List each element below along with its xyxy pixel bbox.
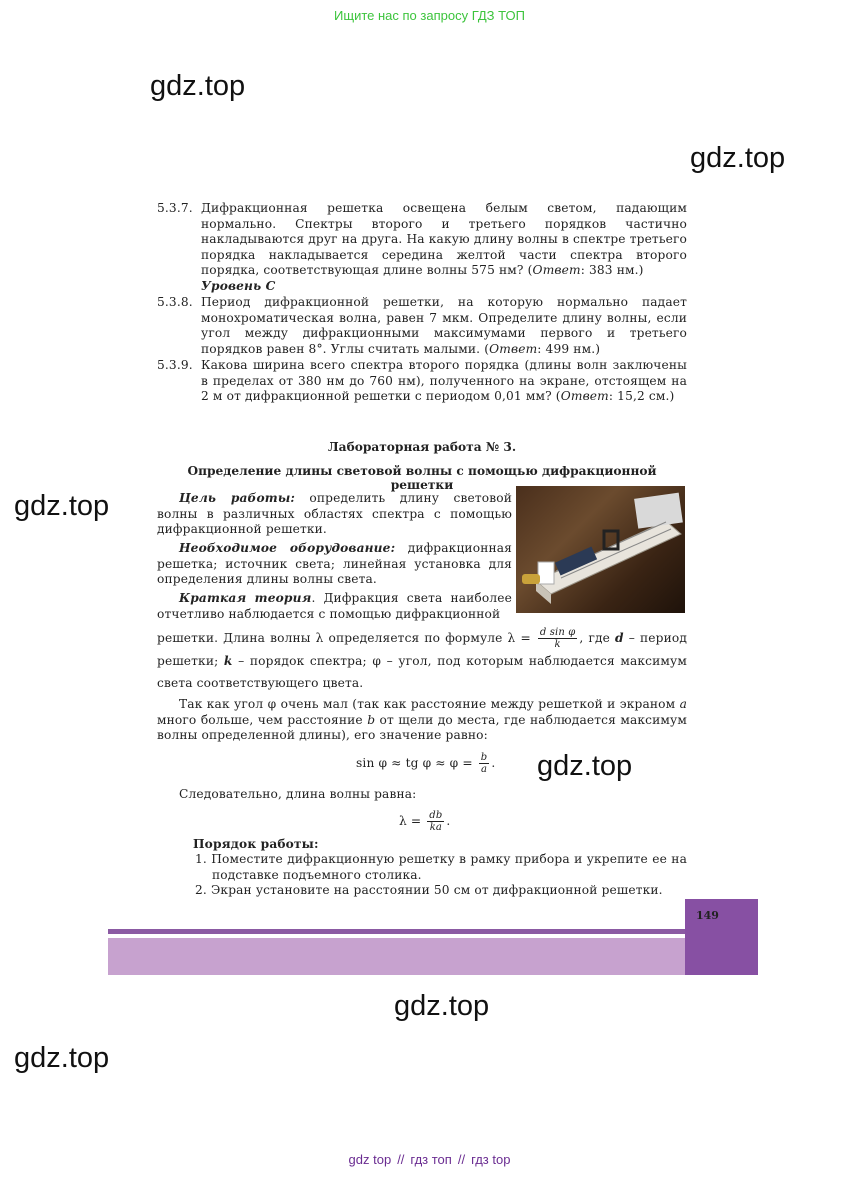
procedure-list <box>195 852 687 899</box>
equipment-text: дифракционная решетка; источник света; линейная установка для определения длины волны света. <box>157 541 512 587</box>
theory-line: , где <box>579 631 616 645</box>
theory-line: – период решетки; <box>157 631 688 668</box>
link-gdz-top-mixed[interactable]: гдз top <box>471 1152 511 1167</box>
fraction-denominator: ka <box>429 822 443 833</box>
watermark: gdz.top <box>14 490 110 522</box>
watermark: gdz.top <box>537 750 633 782</box>
problem-text: Какова ширина всего спектра второго порядка (длины волн заключены в пределах от 380 нм до 760 нм), полученного на экране, отстоящем на 2 м от дифракционной решетки с периодом 0,01 мм? ( <box>201 358 687 404</box>
theory-line: решетки. Длина волны λ определяется по формуле λ = <box>157 631 536 645</box>
link-gdz-top-ru[interactable]: гдз топ <box>410 1152 452 1167</box>
lab-title: Лабораторная работа № 3. <box>327 440 517 454</box>
formula-text: λ = <box>399 814 426 828</box>
page-number: 149 <box>696 909 719 922</box>
watermark: gdz.top <box>394 990 490 1022</box>
formula-small-angle <box>356 752 495 775</box>
problem-text: Период дифракционной решетки, на которую нормально падает монохроматическая волна, равен 7 мкм. Определите длину волны, если угол между дифракционными максимумами первого и третьего порядков равен 8°. Углы считать малыми. ( <box>201 295 687 356</box>
watermark: gdz.top <box>690 142 786 174</box>
goal-paragraph <box>157 491 512 538</box>
fraction-numerator: b <box>480 752 488 763</box>
link-gdz-top[interactable]: gdz top <box>348 1152 392 1167</box>
fraction-denominator: k <box>554 639 561 650</box>
answer-label: Ответ <box>560 389 609 404</box>
theory-formula-paragraph <box>157 627 687 694</box>
conclusion-text: Следовательно, длина волны равна: <box>179 787 417 801</box>
procedure-step: 1. Поместите дифракционную решетку в рамку прибора и укрепите ее на подставке подъемного столика. <box>195 852 687 882</box>
problem-text: Дифракционная решетка освещена белым светом, падающим нормально. Спектры второго и третьего порядков частично накладываются друг на друга. На какую длину волны в спектре третьего порядка накладывается середина желтой части спектра второго порядка, соответствующая длине волны 575 нм? ( <box>201 201 687 278</box>
approx-text: много больше, чем расстояние <box>157 712 368 727</box>
formula-text: . <box>491 756 496 770</box>
fraction-numerator: d sin φ <box>539 627 576 638</box>
variable-b: b <box>367 712 376 727</box>
problem-5-3-7 <box>157 201 687 279</box>
problem-5-3-8 <box>157 295 687 357</box>
watermark: gdz.top <box>150 70 246 102</box>
theory-label: Краткая теория <box>179 591 312 605</box>
fraction-d-sin-phi-over-k <box>538 627 578 650</box>
answer-value: : 383 нм.) <box>580 263 644 278</box>
search-banner[interactable]: Ищите нас по запросу ГДЗ ТОП <box>334 8 525 23</box>
variable-d: d <box>615 631 624 645</box>
approximation-paragraph <box>157 697 687 744</box>
apparatus-photo <box>516 486 685 613</box>
theory-text: . Дифракция света наиболее отчетливо наблюдается с помощью дифракционной <box>157 591 512 621</box>
variable-a: a <box>679 697 687 711</box>
procedure-step: 2. Экран установите на расстоянии 50 см от дифракционной решетки. <box>195 883 663 898</box>
apparatus-illustration <box>516 486 685 613</box>
equipment-label: Необходимое оборудование: <box>179 541 396 555</box>
answer-value: : 499 нм.) <box>537 341 601 356</box>
lab-subtitle: Определение длины световой волны с помощью дифракционной решетки <box>187 464 657 492</box>
answer-value: : 15,2 см.) <box>608 389 675 404</box>
procedure-heading: Порядок работы: <box>193 837 319 851</box>
goal-label: Цель работы: <box>179 491 296 505</box>
fraction-numerator: db <box>429 810 443 821</box>
fraction-denominator: a <box>481 764 488 775</box>
link-separator: // <box>457 1152 466 1167</box>
problem-number: 5.3.7. <box>157 201 193 215</box>
variable-k: k <box>223 654 233 668</box>
watermark: gdz.top <box>14 1042 110 1074</box>
problem-number: 5.3.9. <box>157 358 193 372</box>
answer-label: Ответ <box>489 341 538 356</box>
approx-text: от щели до места, где наблюдается максимум волны определенной длины), его значение равно: <box>157 712 687 743</box>
formula-text: . <box>446 814 451 828</box>
goal-text: определить длину световой волны в различных областях спектра с помощью дифракционной решетки. <box>157 491 512 537</box>
problem-number: 5.3.8. <box>157 295 193 309</box>
formula-text: sin φ ≈ tg φ ≈ φ = <box>356 756 477 770</box>
fraction-b-over-a <box>479 752 490 775</box>
formula-wavelength <box>399 810 450 833</box>
equipment-paragraph <box>157 541 512 588</box>
problem-5-3-9 <box>157 358 687 405</box>
link-separator: // <box>397 1152 405 1167</box>
footer-stripe <box>108 929 685 934</box>
bottom-links <box>0 1152 859 1167</box>
footer-band <box>108 938 685 975</box>
theory-paragraph <box>157 591 512 622</box>
level-heading: Уровень С <box>201 279 276 293</box>
theory-line: – порядок спектра; φ – угол, под которым наблюдается максимум света соответствующего цвета. <box>157 654 687 690</box>
approx-text: Так как угол φ очень мал (так как расстояние между решеткой и экраном <box>179 697 680 711</box>
answer-label: Ответ <box>532 263 581 278</box>
fraction-db-over-ka <box>427 810 444 833</box>
